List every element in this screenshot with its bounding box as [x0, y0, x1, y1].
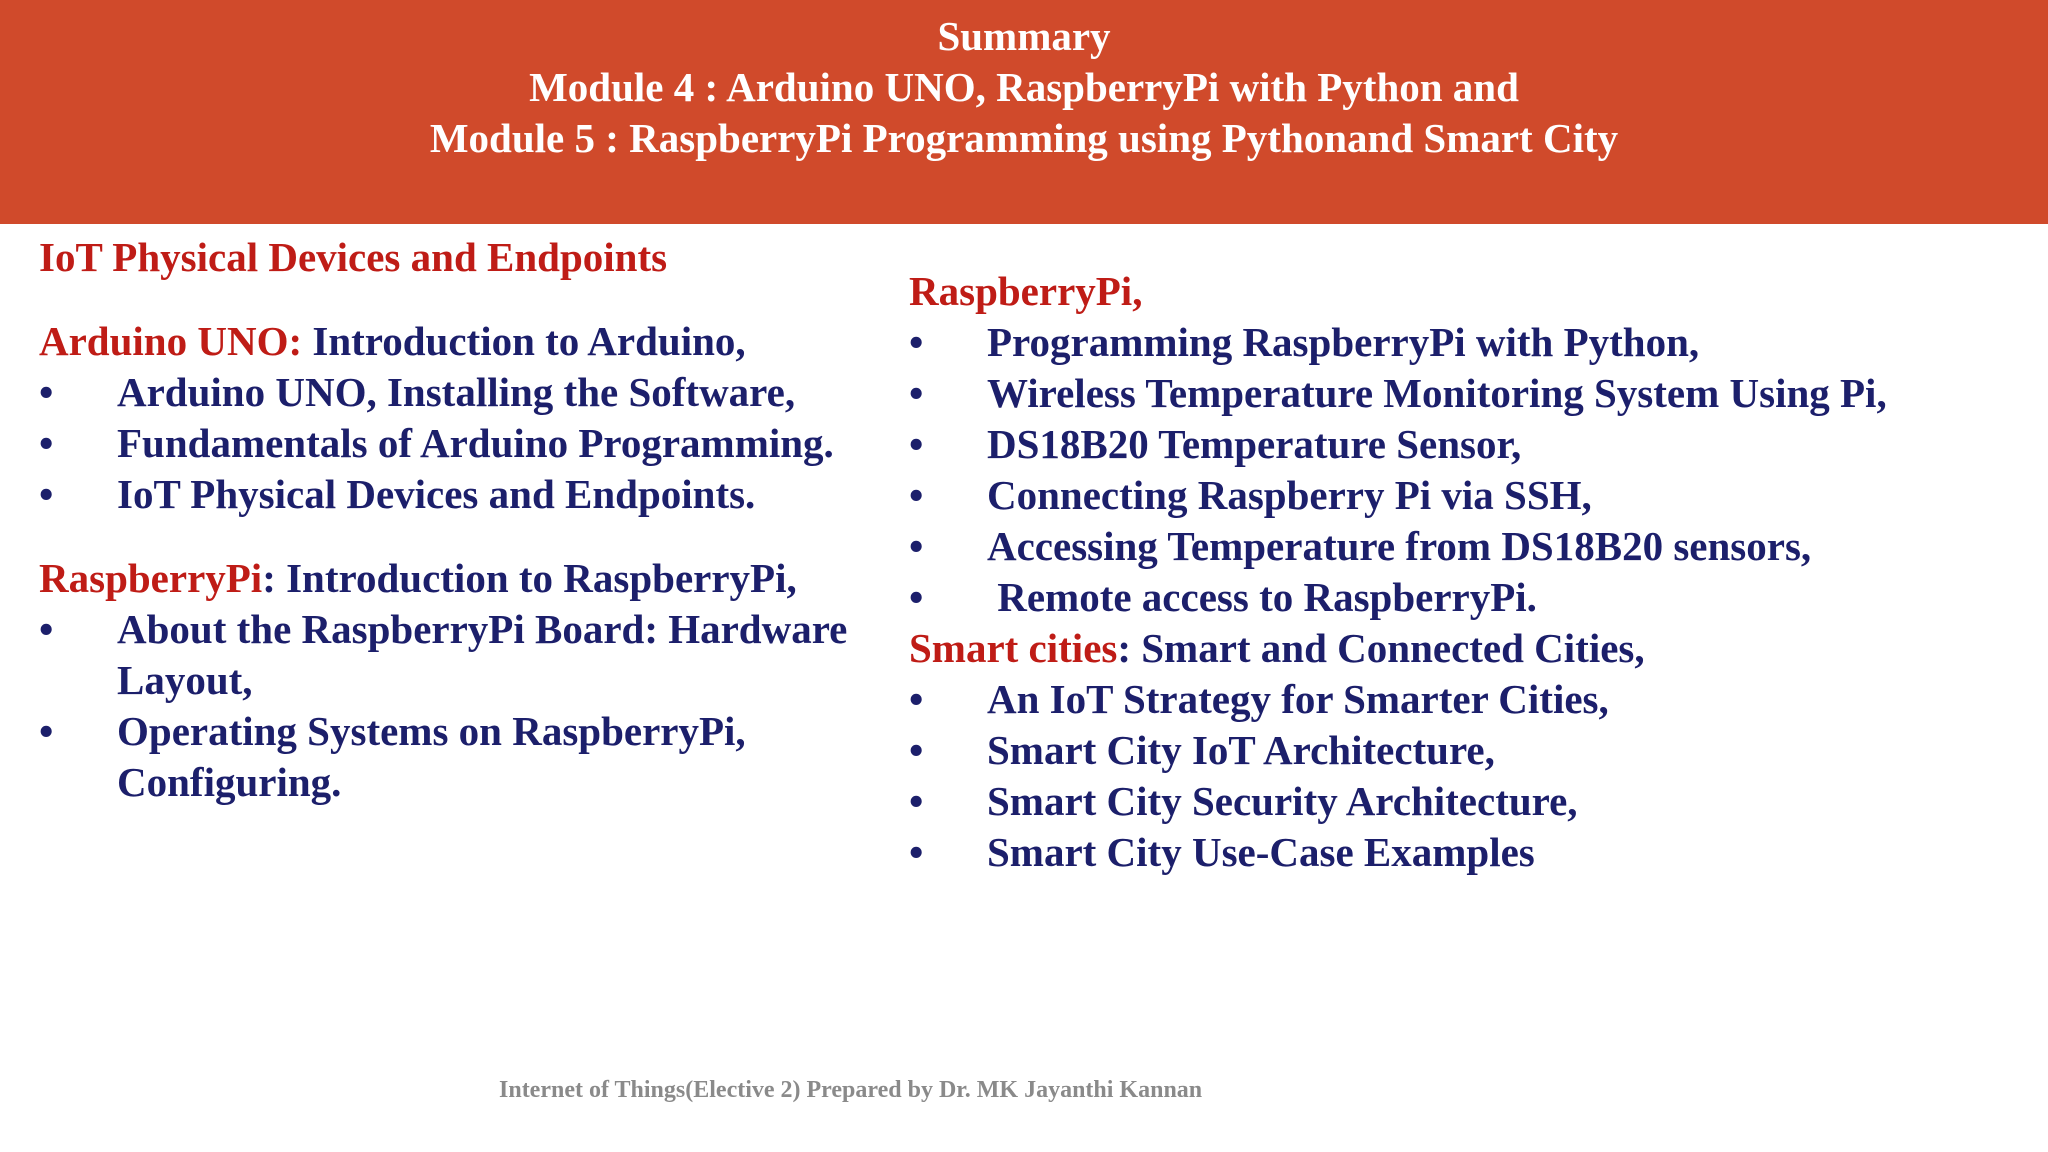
smart-cities-list — [909, 674, 2029, 878]
bullet-icon: • — [909, 829, 924, 875]
bullet-icon: • — [39, 606, 54, 652]
smart-cities-heading — [909, 623, 2029, 674]
right-column — [909, 266, 2029, 878]
bullet-icon: • — [39, 420, 54, 466]
title-module-5: Module 5 : RaspberryPi Programming using Pythonand Smart City — [429, 115, 1619, 161]
arduino-heading — [39, 316, 899, 367]
list-item: • DS18B20 Temperature Sensor, — [909, 419, 2029, 470]
left-column — [39, 232, 899, 808]
list-item: • Operating Systems on RaspberryPi, Configuring. — [39, 708, 746, 805]
list-item: • Connecting Raspberry Pi via SSH, — [909, 470, 2029, 521]
list-item: • Smart City Security Architecture, — [909, 776, 2029, 827]
title-summary: Summary — [937, 13, 1111, 59]
bullet-icon: • — [909, 472, 924, 518]
bullet-icon: • — [909, 574, 924, 620]
bullet-icon: • — [909, 727, 924, 773]
bullet-icon: • — [909, 523, 924, 569]
bullet-icon: • — [39, 708, 54, 754]
raspberry-label: RaspberryPi — [39, 555, 263, 601]
smart-cities-label: Smart cities — [909, 625, 1118, 671]
bullet-icon: • — [909, 370, 924, 416]
list-item: • Smart City IoT Architecture, — [909, 725, 2029, 776]
raspberry-heading — [39, 553, 899, 604]
title-banner — [0, 0, 2048, 224]
list-item: • About the RaspberryPi Board: Hardware Layout, — [39, 606, 848, 703]
bullet-icon: • — [39, 471, 54, 517]
bullet-icon: • — [909, 319, 924, 365]
bullet-icon: • — [909, 676, 924, 722]
raspberry-intro: : Introduction to RaspberryPi, — [262, 555, 797, 601]
list-item: • Remote access to RaspberryPi. — [909, 572, 2029, 623]
list-item: • An IoT Strategy for Smarter Cities, — [909, 674, 2029, 725]
list-item: • Arduino UNO, Installing the Software, — [39, 367, 899, 418]
section-heading: IoT Physical Devices and Endpoints — [39, 234, 668, 280]
list-item: • Smart City Use-Case Examples — [909, 827, 2029, 878]
arduino-list — [39, 367, 899, 520]
bullet-icon: • — [909, 778, 924, 824]
raspberry-list — [39, 604, 899, 808]
list-item: • IoT Physical Devices and Endpoints. — [39, 469, 899, 520]
arduino-intro: Introduction to Arduino, — [302, 318, 746, 364]
footer-credit: Internet of Things(Elective 2) Prepared by Dr. MK Jayanthi Kannan — [499, 1077, 1203, 1103]
title-module-4: Module 4 : Arduino UNO, RaspberryPi with Python and — [529, 64, 1519, 110]
arduino-label: Arduino UNO: — [39, 318, 303, 364]
bullet-icon: • — [39, 369, 54, 415]
list-item: • Wireless Temperature Monitoring System Using Pi, — [909, 368, 2029, 419]
smart-cities-intro: : Smart and Connected Cities, — [1117, 625, 1645, 671]
bullet-icon: • — [909, 421, 924, 467]
raspberry-programming-list — [909, 317, 2029, 623]
list-item: • Fundamentals of Arduino Programming. — [39, 418, 899, 469]
raspberry-section-label: RaspberryPi, — [909, 268, 1143, 314]
list-item: • Accessing Temperature from DS18B20 sensors, — [909, 521, 2029, 572]
list-item: • Programming RaspberryPi with Python, — [909, 317, 2029, 368]
